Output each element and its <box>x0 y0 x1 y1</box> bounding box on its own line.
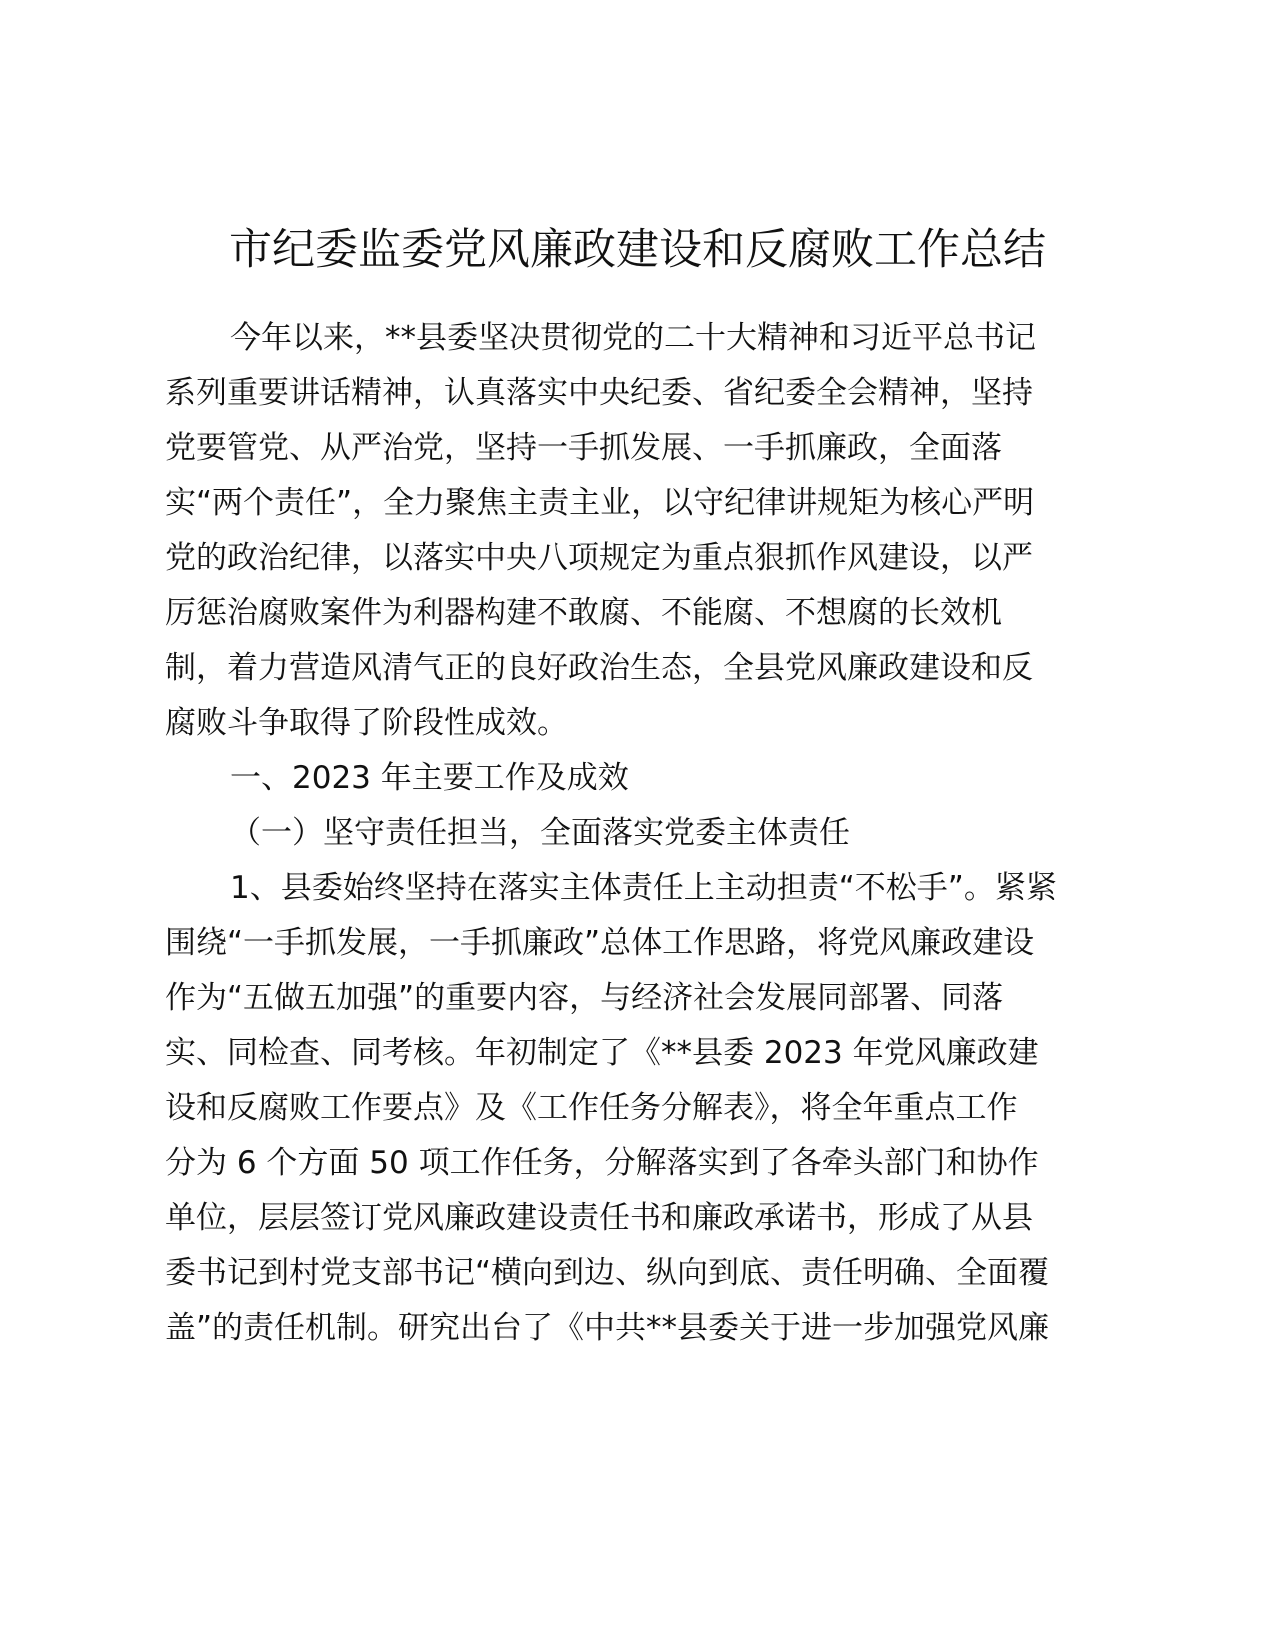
body-line: 单位，层层签订党风廉政建设责任书和廉政承诺书，形成了从县 <box>165 1200 1033 1236</box>
body-line: 党的政治纪律，以落实中央八项规定为重点狠抓作风建设，以严 <box>165 540 1033 576</box>
body-line: 委书记到村党支部书记“横向到边、纵向到底、责任明确、全面覆 <box>165 1255 1050 1291</box>
body-line: 盖”的责任机制。研究出台了《中共**县委关于进一步加强党风廉 <box>165 1310 1050 1346</box>
body-line: 腐败斗争取得了阶段性成效。 <box>165 705 568 741</box>
body-line: 设和反腐败工作要点》及《工作任务分解表》，将全年重点工作 <box>165 1090 1018 1126</box>
body-line: 1、县委始终坚持在落实主体责任上主动担责“不松手”。紧紧 <box>230 870 1057 906</box>
body-line: 围绕“一手抓发展，一手抓廉政”总体工作思路，将党风廉政建设 <box>165 925 1035 961</box>
body-line: 分为 6 个方面 50 项工作任务，分解落实到了各牵头部门和协作 <box>165 1145 1039 1181</box>
body-line: 系列重要讲话精神，认真落实中央纪委、省纪委全会精神，坚持 <box>165 375 1033 411</box>
subsection-heading: （一）坚守责任担当，全面落实党委主体责任 <box>230 815 850 851</box>
document-title: 市纪委监委党风廉政建设和反腐败工作总结 <box>229 225 1046 275</box>
body-line: 作为“五做五加强”的重要内容，与经济社会发展同部署、同落 <box>165 980 1004 1016</box>
body-line: 实“两个责任”，全力聚焦主责主业，以守纪律讲规矩为核心严明 <box>165 485 1035 521</box>
body-line: 党要管党、从严治党，坚持一手抓发展、一手抓廉政，全面落 <box>165 430 1002 466</box>
body-line: 厉惩治腐败案件为利器构建不敢腐、不能腐、不想腐的长效机 <box>165 595 1002 631</box>
body-line: 制，着力营造风清气正的良好政治生态，全县党风廉政建设和反 <box>165 650 1033 686</box>
section-heading: 一、2023 年主要工作及成效 <box>230 760 629 796</box>
body-line: 实、同检查、同考核。年初制定了《**县委 2023 年党风廉政建 <box>165 1035 1039 1071</box>
body-line: 今年以来，**县委坚决贯彻党的二十大精神和习近平总书记 <box>230 320 1036 356</box>
